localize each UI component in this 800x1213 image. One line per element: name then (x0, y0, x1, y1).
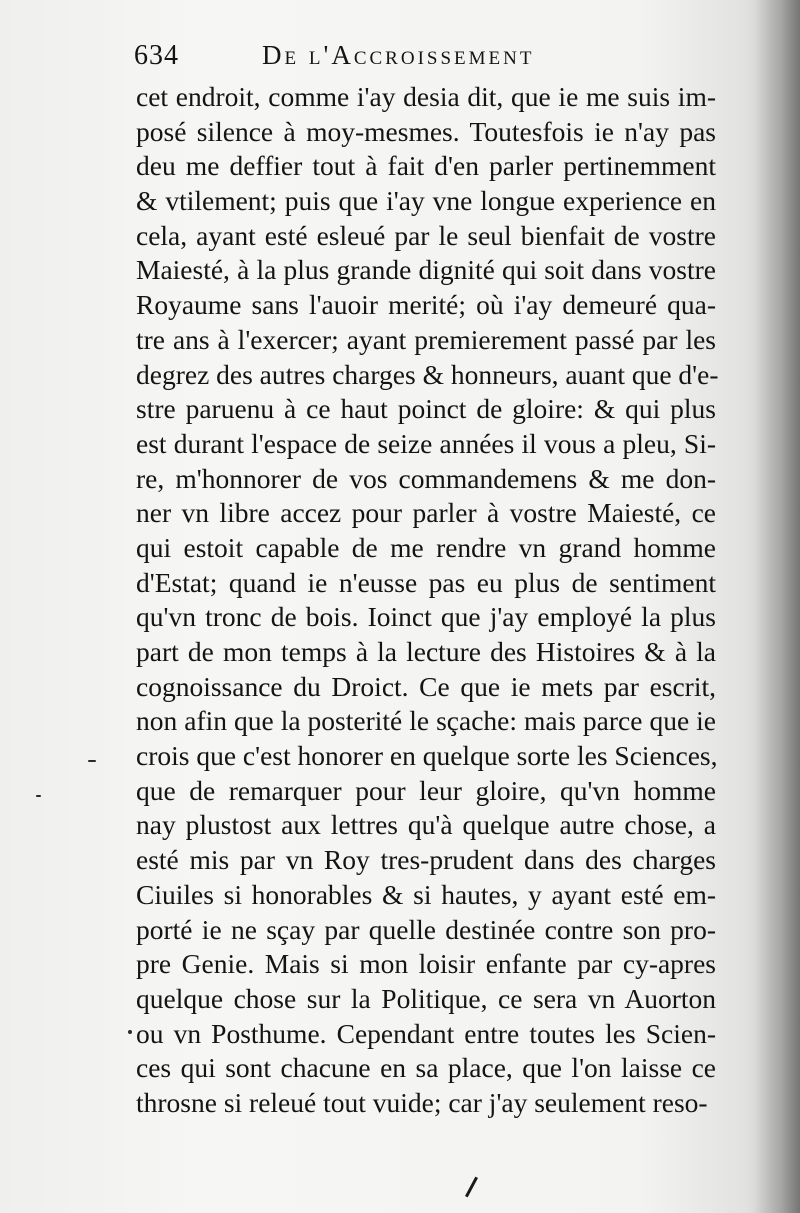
text-line: porté ie ne sçay par quelle destinée contre son pro- (136, 913, 716, 945)
text-line: Ciuiles si honorables & si hautes, y ayant esté em- (136, 878, 716, 910)
text-line: part de mon temps à la lecture des Histoires & à la (136, 636, 716, 667)
text-line: ces qui sont chacune en sa place, que l'on laisse ce (136, 1052, 716, 1084)
text-line: nay plustost aux lettres qu'à quelque autre chose, a (136, 809, 716, 841)
text-line: crois que c'est honorer en quelque sorte les Sciences, (136, 740, 718, 772)
page-gutter-shadow (754, 0, 800, 1213)
text-line: cela, ayant esté esleué par le seul bienfait de vostre (136, 219, 716, 251)
text-line: cet endroit, comme i'ay desia dit, que ie me suis im- (136, 81, 716, 112)
text-line: degrez des autres charges & honneurs, auant que d'e- (136, 358, 719, 390)
text-line: esté mis par vn Roy tres-prudent dans des charges (136, 844, 716, 876)
text-line: posé silence à moy-mesmes. Toutesfois ie n'ay pas (136, 115, 716, 147)
margin-speck (128, 1030, 132, 1034)
body-text (136, 80, 719, 1121)
text-line: que de remarquer pour leur gloire, qu'vn homme (136, 774, 716, 806)
ink-stroke-mark (465, 1177, 478, 1198)
text-line: throsne si releué tout vuide; car j'ay seulement reso- (136, 1086, 708, 1118)
text-line: d'Estat; quand ie n'eusse pas eu plus de sentiment (136, 566, 716, 598)
text-line: cognoissance du Droict. Ce que ie mets par escrit, (136, 670, 716, 702)
text-line: ner vn libre accez pour parler à vostre Maiesté, ce (136, 497, 716, 529)
text-line: qu'vn tronc de bois. Ioinct que j'ay employé la plus (136, 601, 716, 633)
margin-speck (88, 760, 96, 762)
text-line: quelque chose sur la Politique, ce sera vn Auorton (136, 982, 716, 1014)
text-line: stre paruenu à ce haut poinct de gloire: & qui plus (136, 393, 716, 425)
text-line: deu me deffier tout à fait d'en parler pertinemment (136, 150, 716, 182)
running-head: De l'Accroissement (262, 40, 535, 70)
text-line: qui estoit capable de me rendre vn grand homme (136, 531, 716, 563)
text-line: tre ans à l'exercer; ayant premierement passé par les (136, 323, 716, 355)
page-header (134, 38, 604, 78)
text-line: re, m'honnorer de vos commandemens & me don- (136, 462, 716, 494)
margin-speck (36, 795, 41, 797)
page-number: 634 (134, 40, 179, 71)
text-line: est durant l'espace de seize années il vous a pleu, Si- (136, 427, 716, 459)
text-line: ou vn Posthume. Cependant entre toutes les Scien- (136, 1017, 716, 1049)
text-line: Royaume sans l'auoir merité; où i'ay demeuré qua- (136, 289, 716, 321)
text-line: non afin que la posterité le sçache: mais parce que ie (136, 705, 716, 737)
text-line: pre Genie. Mais si mon loisir enfante par cy-apres (136, 948, 716, 980)
text-line: & vtilement; puis que i'ay vne longue experience en (136, 185, 716, 217)
text-line: Maiesté, à la plus grande dignité qui soit dans vostre (136, 254, 716, 286)
